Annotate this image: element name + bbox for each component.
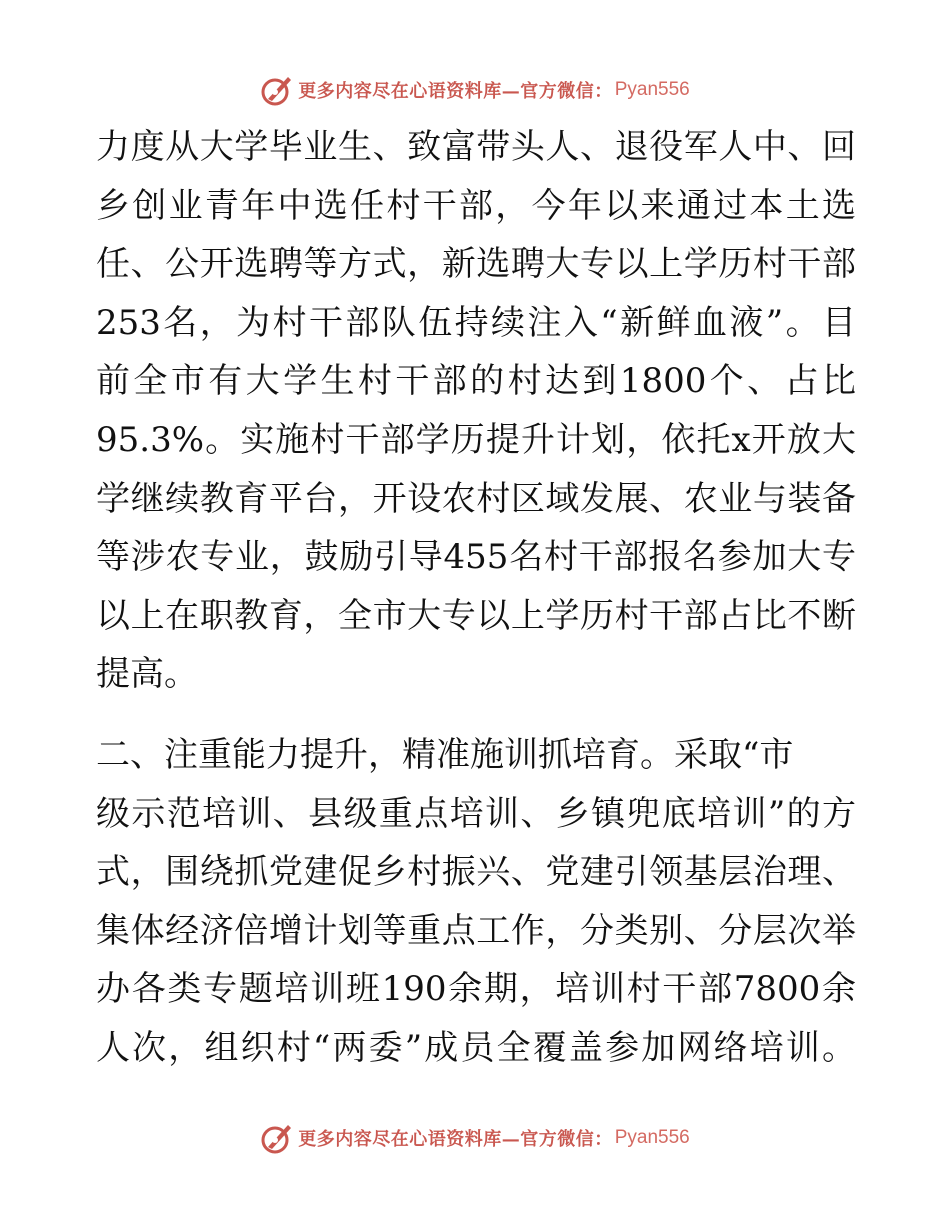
text-line: 力度从大学毕业生、致富带头人、退役军人中、回 xyxy=(96,127,856,167)
text-line: 学继续教育平台，开设农村区域发展、农业与装备 xyxy=(96,478,856,519)
text-line: 任、公开选聘等方式，新选聘大专以上学历村干部 xyxy=(96,244,856,285)
quill-logo-icon xyxy=(260,1121,294,1155)
text-line: 以上在职教育，全市大专以上学历村干部占比不断 xyxy=(96,595,856,636)
text-line: 级示范培训、县级重点培训、乡镇兜底培训”的方 xyxy=(96,793,856,834)
watermark-text: 更多内容尽在心语资料库—官方微信： xyxy=(298,81,613,102)
watermark-text: 更多内容尽在心语资料库—官方微信： xyxy=(298,1129,613,1150)
paragraph-spacer xyxy=(96,704,856,726)
quill-logo-icon xyxy=(260,73,294,107)
document-body xyxy=(96,118,856,1078)
text-line: 提高。 xyxy=(96,654,198,695)
text-line: 集体经济倍增计划等重点工作，分类别、分层次举 xyxy=(96,910,856,951)
header-watermark xyxy=(0,70,950,110)
text-line: 乡创业青年中选任村干部，今年以来通过本土选 xyxy=(96,185,856,226)
text-line: 办各类专题培训班190余期，培训村干部7800余 xyxy=(96,969,856,1010)
text-line: 等涉农专业，鼓励引导455名村干部报名参加大专 xyxy=(96,537,856,578)
footer-watermark xyxy=(0,1118,950,1158)
text-line: 式，围绕抓党建促乡村振兴、党建引领基层治理、 xyxy=(96,852,856,893)
text-line: 95.3%。实施村干部学历提升计划，依托x开放大 xyxy=(96,419,856,460)
text-line: 人次，组织村“两委”成员全覆盖参加网络培训。 xyxy=(96,1027,856,1068)
paragraph-2 xyxy=(96,726,856,1078)
paragraph-1 xyxy=(96,118,856,704)
watermark-id: Pyan556 xyxy=(614,79,690,100)
text-line: 前全市有大学生村干部的村达到1800个、占比 xyxy=(96,361,856,402)
watermark-id: Pyan556 xyxy=(614,1127,690,1148)
section-heading-line: 二、注重能力提升，精准施训抓培育。采取“市 xyxy=(96,734,794,775)
text-line: 253名，为村干部队伍持续注入“新鲜血液”。目 xyxy=(96,302,856,343)
